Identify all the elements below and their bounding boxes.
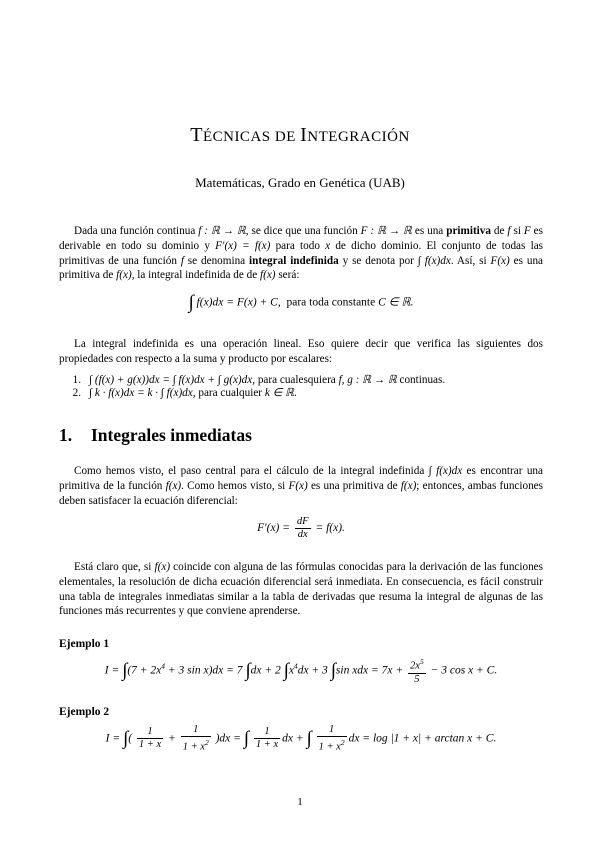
- math: f : ℝ → ℝ: [198, 225, 246, 237]
- denominator: dx: [297, 529, 308, 540]
- text: se denomina: [183, 254, 250, 267]
- text: es una primitiva de: [307, 479, 401, 492]
- numerator: 1: [181, 724, 211, 737]
- exponent: 2: [204, 738, 209, 747]
- math: f: [507, 225, 511, 237]
- text: para cualesquiera: [255, 374, 339, 386]
- page-number: 1: [297, 796, 303, 808]
- math: dx +: [282, 732, 304, 745]
- denominator: [317, 737, 347, 754]
- fraction: [181, 724, 211, 754]
- math: dx + 3: [297, 664, 328, 677]
- integral-sign: ∫: [330, 659, 336, 681]
- math: (7 + 2x: [127, 664, 162, 677]
- math: = f(x).: [315, 522, 345, 535]
- section-title: Integrales inmediatas: [91, 425, 252, 445]
- text: , la integral indefinida de de: [131, 269, 260, 282]
- example-1-equation: [59, 656, 543, 686]
- example-2-equation: [59, 724, 543, 754]
- text: La integral indefinida es una operación lineal. Eso quiere decir que verifica las siguientes dos propiedades con respecto a la suma y producto por escalares:: [59, 338, 543, 365]
- fraction: [317, 724, 347, 754]
- math: f(x)dx = F(x) + C,: [196, 296, 281, 309]
- math: f(x): [154, 561, 171, 573]
- numerator: 1: [317, 724, 347, 737]
- exponent: 4: [161, 661, 166, 671]
- math: dx = log |1 + x| + arctan x + C.: [348, 732, 497, 745]
- example-2-heading: Ejemplo 2: [59, 706, 110, 718]
- math: f(x): [165, 479, 182, 492]
- equation-differential: [59, 516, 543, 541]
- item-number: 1.: [72, 374, 81, 386]
- math: − 3 cos x + C.: [430, 664, 498, 677]
- exponent: 4: [293, 661, 298, 671]
- text: será:: [275, 269, 300, 282]
- math: 1 + x: [182, 741, 205, 753]
- document-subtitle: Matemáticas, Grado en Genética (UAB): [195, 175, 405, 190]
- math: F′(x) =: [257, 522, 291, 535]
- term-integral-indefinida: integral indefinida: [249, 254, 339, 267]
- denominator: [181, 737, 211, 754]
- math: (: [128, 732, 133, 745]
- math: I =: [104, 664, 120, 677]
- text: .: [293, 387, 297, 399]
- section-heading: [59, 425, 252, 446]
- term-primitiva: primitiva: [446, 225, 491, 237]
- numerator: 1: [254, 726, 280, 739]
- text: Como hemos visto, el paso central para el cálculo de la integral indefinida: [74, 465, 429, 477]
- title-part: ÉCNICAS DE: [202, 129, 301, 145]
- text: . Así, si: [450, 254, 491, 267]
- title-part: NTEGRACIÓN: [307, 129, 410, 145]
- text: es una primitiva de: [59, 254, 544, 282]
- math: F : ℝ → ℝ: [360, 225, 412, 237]
- text: y se denota por: [338, 254, 418, 267]
- intro-paragraph: [59, 224, 543, 283]
- text: es encontrar una primitiva de la función: [59, 465, 543, 492]
- math: )dx =: [215, 732, 241, 745]
- math: 2x: [410, 660, 420, 672]
- math: + 3 sin x)dx = 7: [165, 664, 243, 677]
- integral-sign: ∫: [283, 659, 289, 681]
- math: k ∈ ℝ: [264, 387, 294, 399]
- math: F(x): [288, 479, 308, 492]
- math: sin xdx = 7x +: [335, 664, 404, 677]
- text: para cualquier: [195, 387, 265, 399]
- example-1-heading: Ejemplo 1: [59, 638, 110, 650]
- equation-integral-definition: [59, 292, 543, 314]
- math: +: [168, 732, 176, 745]
- exponent: 5: [419, 657, 424, 666]
- fraction: [137, 726, 163, 751]
- document-title: [0, 124, 600, 147]
- title-part: I: [300, 124, 308, 146]
- math: F: [523, 225, 531, 237]
- math: f(x): [400, 479, 417, 492]
- math: F(x): [490, 254, 510, 267]
- math: f(x): [116, 269, 132, 282]
- math: x: [288, 664, 294, 677]
- text: Está claro que, si: [74, 561, 155, 573]
- math: F′(x) = f(x): [215, 239, 271, 252]
- denominator: 1 + x: [138, 739, 162, 751]
- fraction-2x5-5: [408, 656, 426, 686]
- integral-sign: ∫: [245, 659, 251, 681]
- text: . Como hemos visto, si: [181, 479, 289, 492]
- text: Dada una función continua: [74, 225, 199, 237]
- integral-sign: ∫: [122, 659, 128, 681]
- integral-sign: ∫: [188, 292, 194, 313]
- title-part: T: [190, 124, 203, 146]
- linearity-paragraph: [59, 337, 543, 367]
- text: coincide con alguna de las fórmulas conocidas para la derivación de las funciones elementales, la resolución de dicha ecuación diferencial será inmediata. En consecuencia, es fácil construir una tabla de integrales inmediatas similar a la tabla de derivadas que resuma la integral de algunas de las funciones más recurrentes y que conviene aprenderse.: [59, 561, 543, 618]
- text: continuas.: [396, 374, 446, 386]
- text: , se dice que una función: [245, 225, 361, 237]
- property-list: [59, 374, 543, 400]
- math: C ∈ ℝ.: [378, 296, 414, 309]
- numerator: dF: [296, 516, 309, 527]
- immediate-integrals-paragraph: [59, 464, 543, 508]
- item-number: 2.: [72, 387, 81, 399]
- denominator: 1 + x: [255, 739, 279, 751]
- math: 1 + x: [318, 741, 341, 753]
- text: si: [510, 225, 524, 237]
- section-number: 1.: [59, 425, 73, 445]
- numerator: 1: [137, 726, 163, 739]
- math: x: [325, 239, 331, 252]
- fraction-dF-dx: [295, 516, 311, 541]
- exponent: 2: [340, 738, 345, 747]
- list-item: [59, 374, 543, 387]
- math: f(x): [260, 269, 276, 282]
- integral-sign: ∫: [306, 727, 312, 749]
- math: f, g : ℝ → ℝ: [338, 374, 397, 386]
- fraction: [254, 726, 280, 751]
- list-item: [59, 387, 543, 400]
- numerator: [408, 656, 426, 674]
- denominator: 5: [414, 673, 420, 685]
- text: es derivable en todo su dominio y: [59, 225, 543, 252]
- math: ∫ f(x)dx: [417, 254, 451, 267]
- text: para todo: [270, 239, 326, 252]
- integral-sign: ∫: [243, 727, 249, 749]
- math: ∫ f(x)dx: [428, 465, 463, 477]
- text: de dicho dominio. El conjunto de todas las primitivas de una función: [59, 239, 544, 267]
- math: ∫ k · f(x)dx = k · ∫ f(x)dx,: [89, 387, 196, 399]
- integral-sign: ∫: [122, 727, 129, 749]
- math: I =: [105, 732, 121, 745]
- math: dx + 2: [250, 664, 281, 677]
- text: es una: [411, 225, 447, 237]
- text: para toda constante: [286, 296, 379, 309]
- math: ∫ (f(x) + g(x))dx = ∫ f(x)dx + ∫ g(x)dx,: [89, 374, 256, 386]
- math: f: [180, 254, 184, 267]
- text: ; entonces, ambas funciones deben satisfacer la ecuación diferencial:: [59, 479, 543, 507]
- table-paragraph: [59, 560, 543, 619]
- text: de: [490, 225, 508, 237]
